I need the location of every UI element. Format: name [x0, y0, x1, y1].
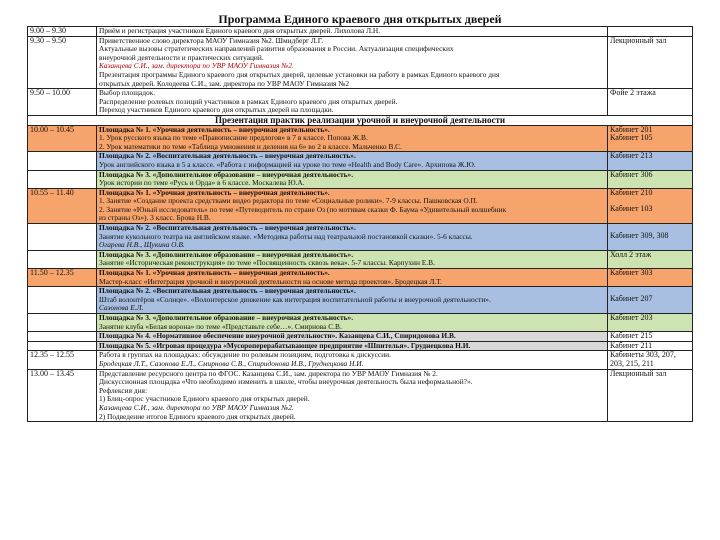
content-cell: [97, 170, 608, 188]
table-row: [28, 125, 693, 152]
room-cell: [608, 152, 693, 170]
table-row: [28, 351, 693, 369]
time-cell: [28, 170, 97, 188]
content-line: Урок истории по теме «Русь и Орда» в 6 классе. Москалева Ю.А.: [99, 179, 305, 188]
content-cell: [97, 314, 608, 332]
content-line: 1. Занятие «Создание проекта средствами видео редактора по теме «Социальные ролики». 7-9 классы. Пашковская О.П.: [99, 197, 478, 206]
room-cell: [608, 332, 693, 342]
content-line: Рефлексия дня:: [99, 386, 148, 395]
content-line: Бродецкая Л.Т., Сазонова Е.Л., Смирнова С.В., Спиридонова И.В., Груднецкова Н.И.: [99, 359, 364, 368]
time-cell: [28, 314, 97, 332]
content-line: Приветственное слово директора МАОУ Гимназия №2. Шмидберг Л.Г.: [99, 36, 324, 45]
room-line: Кабинет 306: [610, 170, 653, 179]
room-line: Кабинет 207: [610, 295, 653, 304]
content-line: Занятие кукольного театра на английском языке. «Методика работы над театральной постановкой сказки». 5-6 классы.: [99, 232, 473, 241]
page-title: Программа Единого краевого дня открытых дверей: [218, 12, 502, 26]
time-cell: 12.35 – 12.55: [28, 351, 97, 369]
content-line: Казанцева С.И., зам. директора по УВР МАОУ Гимназия №2.: [99, 62, 294, 71]
room-cell: Лекционный зал: [608, 369, 693, 422]
room-line: Кабинет 215: [610, 332, 653, 341]
content-line: Дискуссионная площадка «Что необходимо изменить в школе, чтобы внеурочная деятельность была неформальной?».: [99, 378, 473, 387]
table-row: [28, 27, 693, 37]
room-line: Кабинет 103: [610, 205, 653, 214]
content-cell: [97, 250, 608, 268]
content-cell: Приём и регистрация участников Единого краевого дня открытых дверей. Лихолова Л.Н.: [97, 27, 608, 37]
time-cell: 10.00 – 10.45: [28, 125, 97, 152]
content-line: Площадка № 3. «Дополнительное образование – внеурочная деятельность».: [99, 314, 354, 322]
time-cell: [28, 341, 97, 351]
room-line: Кабинет 303: [610, 269, 653, 278]
table-row: [28, 341, 693, 351]
content-cell: [97, 188, 608, 223]
time-cell: 10.55 – 11.40: [28, 188, 97, 223]
content-line: из страны Оз»). 3 класс. Брова Н.В.: [99, 214, 211, 223]
room-cell: [608, 170, 693, 188]
content-line: Площадка № 3. «Дополнительное образование – внеурочная деятельность».: [99, 250, 354, 259]
time-cell: [28, 224, 97, 251]
room-cell: [608, 125, 693, 152]
content-line: Распределение ролевых позиций участников в рамках Единого краевого дня открытых дверей.: [99, 97, 398, 106]
content-line: Огарева Н.В., Щукина О.В.: [99, 241, 185, 250]
time-cell: 9.00 – 9.30: [28, 27, 97, 37]
table-row: [28, 36, 693, 89]
content-cell: [97, 152, 608, 170]
content-line: Занятие клуба «Белая ворона» по теме «Представьте себе…». Смирнова С.В.: [99, 322, 342, 331]
time-cell: 11.50 – 12.35: [28, 269, 97, 287]
content-cell: [97, 341, 608, 351]
content-cell: [97, 125, 608, 152]
content-cell: [97, 89, 608, 116]
content-cell: [97, 36, 608, 89]
content-line: Площадка № 2. «Воспитательная деятельность – внеурочная деятельность».: [99, 152, 356, 161]
content-line: 2) Подведение итогов Единого краевого дня открытых дверей.: [99, 412, 296, 421]
table-row: [28, 287, 693, 314]
room-cell: [608, 341, 693, 351]
room-cell: [608, 287, 693, 314]
room-cell: [608, 224, 693, 251]
content-line: Площадка № 5. «Игровая процедура «Мусороперерабатывающее предприятие «Шпителья». Груднецкова Н.И.: [99, 341, 471, 350]
content-line: Презентация программы Единого краевого дня открытых дверей, целевые установки на работу в рамках Единого краевого дня: [99, 70, 500, 79]
time-cell: [28, 152, 97, 170]
room-cell: [608, 27, 693, 37]
content-line: Сазонова Е.Л.: [99, 304, 144, 313]
room-line: Кабинет 105: [610, 134, 653, 143]
content-line: Представление ресурсного центра по ФГОС. Казанцева С.И., зам. директора по УВР МАОУ Гимназия № 2.: [99, 369, 438, 378]
schedule-table: [27, 26, 693, 422]
content-line: Занятие «Историческая реконструкция» по теме «Посвященность сквозь века». 5-7 классы. Карпухин Е.В.: [99, 259, 435, 268]
content-cell: [97, 332, 608, 342]
room-line: Кабинет 201: [610, 125, 653, 134]
room-line: Кабинет 309, 308: [610, 232, 669, 241]
time-cell: [28, 332, 97, 342]
content-line: 2. Занятие «Юный исследователь» по теме «Путеводитель по стране Оз (по мотивам сказки Ф. Баума «Удивительный волшебник: [99, 205, 507, 214]
room-line: Холл 2 этаж: [610, 250, 652, 259]
table-row: [28, 314, 693, 332]
table-row: [28, 250, 693, 268]
content-line: Площадка № 2. «Воспитательная деятельность – внеурочная деятельность».: [99, 224, 356, 233]
table-row: [28, 269, 693, 287]
table-row: [28, 170, 693, 188]
room-cell: [608, 269, 693, 287]
content-line: Актуальные вызовы стратегических направлений развития образования в России. Актуализация специфических: [99, 45, 454, 54]
room-cell: [608, 250, 693, 268]
table-row: [28, 89, 693, 116]
content-cell: [97, 369, 608, 422]
content-line: Площадка № 1. «Урочная деятельность – внеурочная деятельность».: [99, 188, 330, 197]
content-line: Мастер-класс «Интеграция урочной и внеурочной деятельности на основе метода проектов». Бродецкая Л.Т.: [99, 277, 442, 286]
table-row: [28, 188, 693, 223]
time-cell: 9.30 – 9.50: [28, 36, 97, 89]
room-line: Кабинет 210: [610, 188, 653, 197]
content-line: Штаб волонтёров «Солнце». «Волонтерское движение как интеграция воспитательной работы и внеурочной деятельности».: [99, 295, 491, 304]
section-header-row: [28, 115, 693, 125]
content-line: Площадка № 3. «Дополнительное образование – внеурочная деятельность».: [99, 170, 354, 179]
time-cell: [28, 250, 97, 268]
content-cell: [97, 269, 608, 287]
content-line: Площадка № 4. «Нормативное обеспечение внеурочной деятельности». Казанцева С.И., Спиридонова И.В.: [99, 332, 456, 341]
table-row: [28, 224, 693, 251]
content-line: 1. Урок русского языка по теме «Правописание предлогов» в 7 в классе. Попова Ж.В.: [99, 134, 368, 143]
section-title: Презентация практик реализации урочной и внеурочной деятельности: [28, 115, 693, 125]
content-cell: [97, 224, 608, 251]
content-cell: [97, 287, 608, 314]
content-line: внеурочной деятельности и практических ситуаций.: [99, 53, 264, 62]
table-row: [28, 152, 693, 170]
content-line: Переход участников Единого краевого дня открытых дверей на площадки.: [99, 106, 334, 115]
content-line: Площадка № 1. «Урочная деятельность – внеурочная деятельность».: [99, 269, 330, 278]
time-cell: 9.50 – 10.00: [28, 89, 97, 116]
table-row: [28, 369, 693, 422]
table-row: [28, 332, 693, 342]
room-line: Кабинет 203: [610, 314, 653, 322]
content-line: Казанцева С.И., зам. директора по УВР МАОУ Гимназия №2.: [99, 403, 294, 412]
time-cell: 13.00 – 13.45: [28, 369, 97, 422]
room-cell: Лекционный зал: [608, 36, 693, 89]
content-line: Выбор площадок.: [99, 89, 156, 98]
content-line: Площадка № 1. «Урочная деятельность – внеурочная деятельность».: [99, 125, 330, 134]
room-line: Кабинет 211: [610, 341, 653, 350]
content-line: Работа в группах на площадках: обсуждение по ролевым позициям, подготовка к дискуссии.: [99, 351, 391, 360]
room-cell: Кабинеты 303, 207, 203, 215, 211: [608, 351, 693, 369]
room-line: Кабинет 213: [610, 152, 653, 161]
content-line: открытых дверей. Колодеева С.И., зам. директора по УВР МАОУ Гимназия №2: [99, 79, 350, 88]
content-line: 2. Урок математики по теме «Таблица умножения и деления на 6» во 2 в классе. Мальченко В.С.: [99, 142, 402, 151]
room-cell: [608, 188, 693, 223]
content-line: Урок английского языка в 5 а классе. «Работа с информацией на уроке по теме «Health and Body Care». Архипова Ж.Ю.: [99, 160, 476, 169]
room-cell: [608, 314, 693, 332]
content-line: Площадка № 2. «Воспитательная деятельность – внеурочная деятельность».: [99, 287, 356, 296]
content-line: 1) Блиц-опрос участников Единого краевого дня открытых дверей.: [99, 395, 310, 404]
time-cell: [28, 287, 97, 314]
room-cell: Фойе 2 этажа: [608, 89, 693, 116]
content-cell: [97, 351, 608, 369]
